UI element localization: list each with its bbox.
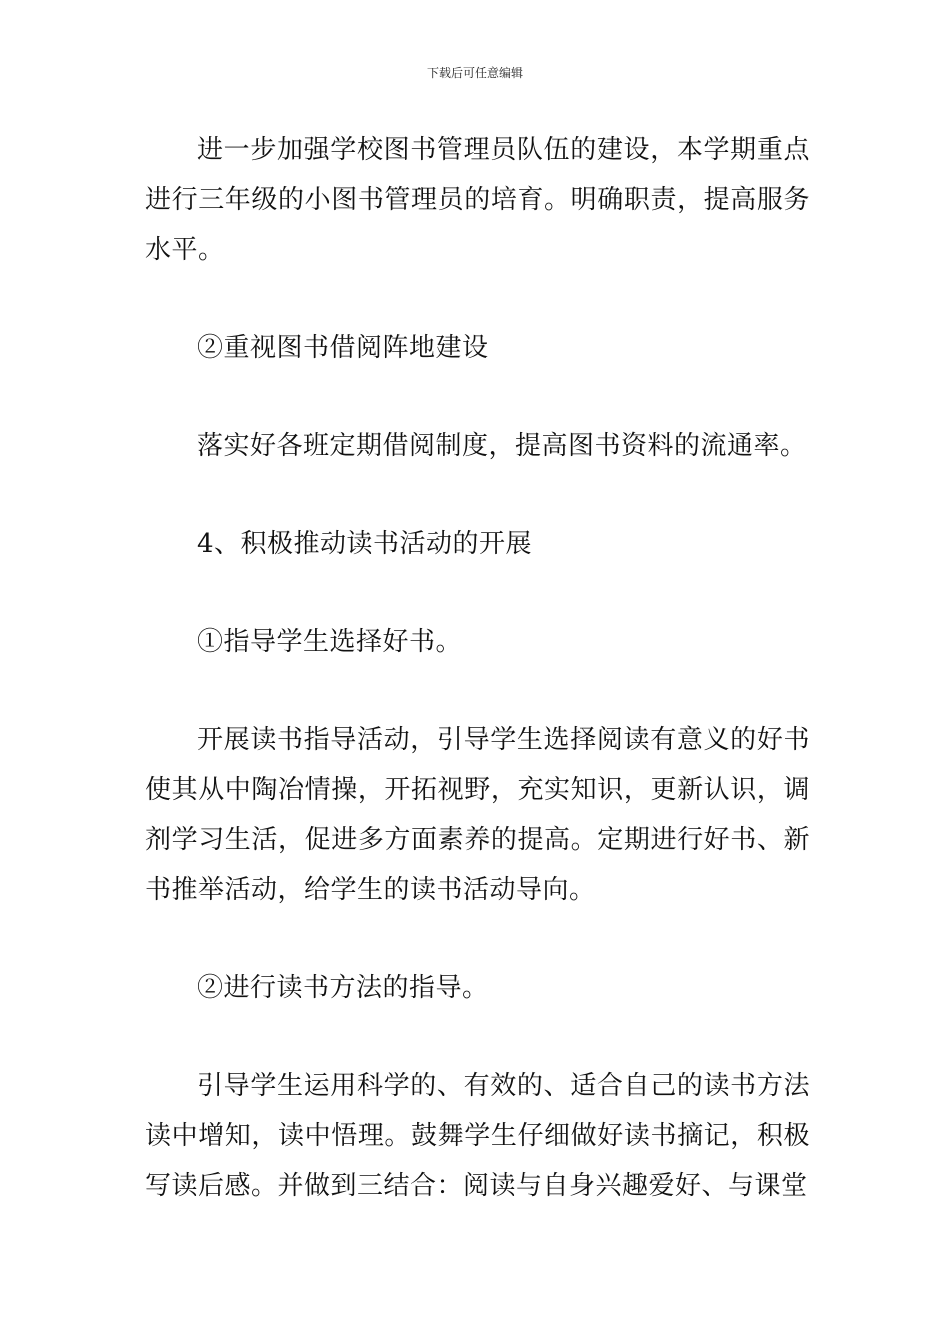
subheading-borrowing-base: ②重视图书借阅阵地建设	[197, 333, 489, 363]
subheading-reading-methods: ②进行读书方法的指导。	[197, 973, 489, 1003]
heading-reading-activities: 4、积极推动读书活动的开展	[197, 529, 533, 559]
page-header-note: 下载后可任意编辑	[426, 66, 523, 80]
document-body	[145, 125, 810, 1211]
paragraph-librarian-team: 进一步加强学校图书管理员队伍的建设，本学期重点进行三年级的小图书管理员的培育。明确职责，提高服务水平。	[145, 135, 810, 265]
subheading-choose-books: ①指导学生选择好书。	[197, 627, 463, 657]
paragraph-borrowing-system: 落实好各班定期借阅制度，提高图书资料的流通率。	[197, 431, 807, 461]
paragraph-reading-guidance: 开展读书指导活动，引导学生选择阅读有意义的好书使其从中陶冶情操，开拓视野，充实知识，更新认识，调剂学习生活，促进多方面素养的提高。定期进行好书、新书推举活动，给学生的读书活动导向。	[145, 725, 810, 905]
paragraph-reading-methods: 引导学生运用科学的、有效的、适合自己的读书方法读中增知，读中悟理。鼓舞学生仔细做好读书摘记，积极写读后感。并做到三结合：阅读与自身兴趣爱好、与课堂	[145, 1071, 810, 1201]
